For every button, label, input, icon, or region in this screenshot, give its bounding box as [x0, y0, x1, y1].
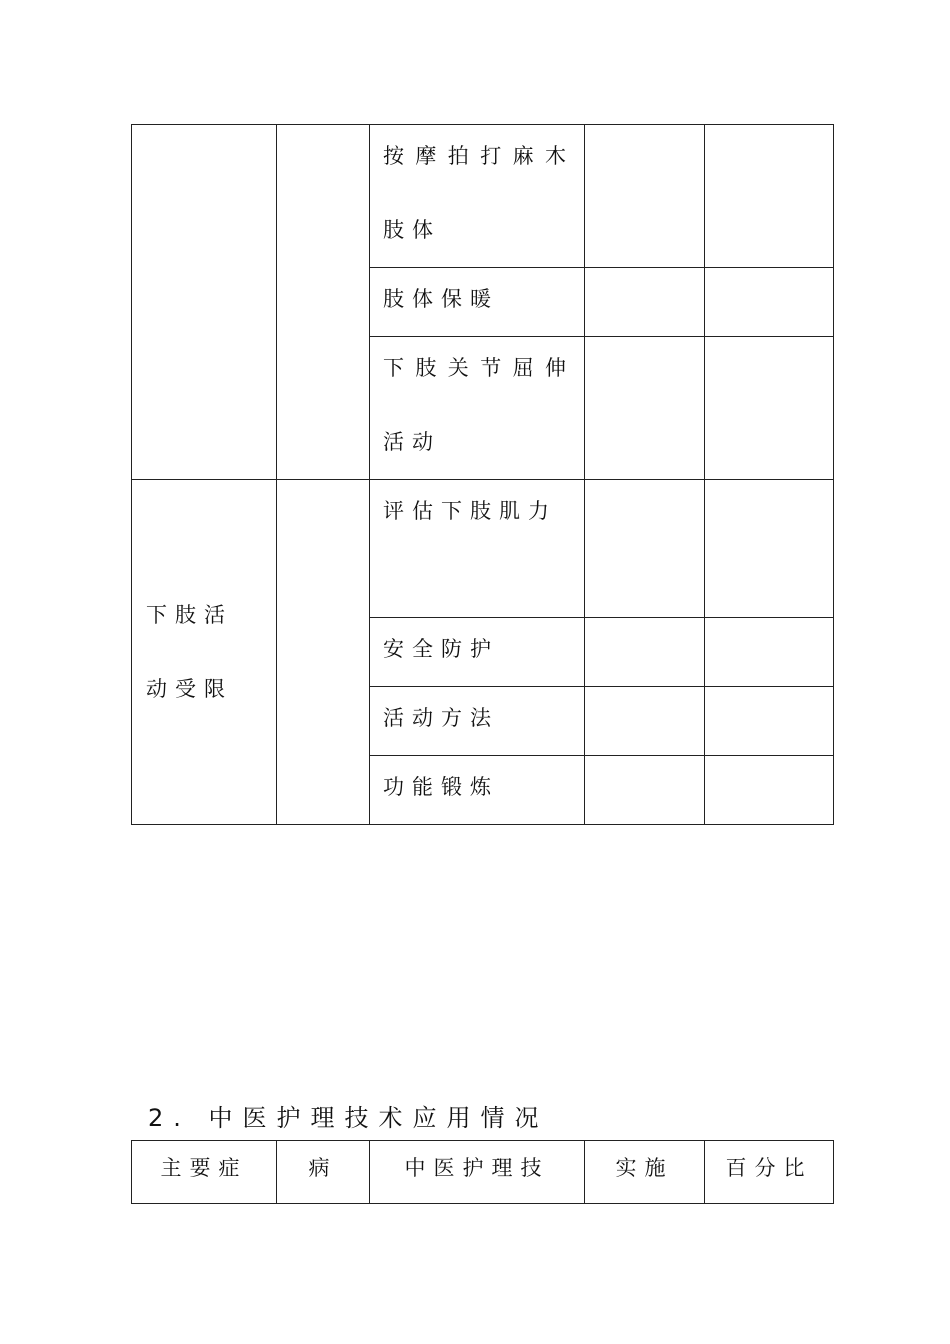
nursing-measures-table	[131, 124, 834, 825]
table-row	[132, 480, 834, 618]
header-cell	[132, 1141, 277, 1204]
measure-text: 评估下肢肌力	[383, 499, 557, 523]
header-symptom: 主要症	[160, 1156, 248, 1180]
measure-cell	[370, 687, 585, 756]
empty-cell	[705, 480, 834, 618]
measure-cell	[370, 756, 585, 825]
symptom-cell	[132, 480, 277, 825]
empty-cell	[705, 337, 834, 480]
empty-cell	[705, 618, 834, 687]
measure-text: 安全防护	[383, 637, 499, 661]
tcm-technique-table	[131, 1140, 834, 1204]
diagnosis-cell-empty	[277, 125, 370, 480]
header-cell	[705, 1141, 834, 1204]
empty-cell	[585, 125, 705, 268]
measure-text: 按摩拍打麻木肢体	[383, 144, 574, 242]
header-technique: 中医护理技	[404, 1156, 550, 1180]
header-cell	[277, 1141, 370, 1204]
measure-text: 下肢关节屈伸活动	[383, 356, 574, 454]
header-cell	[370, 1141, 585, 1204]
diagnosis-cell-empty	[277, 480, 370, 825]
empty-cell	[585, 687, 705, 756]
measure-text: 活动方法	[383, 706, 499, 730]
measure-text: 肢体保暖	[383, 287, 499, 311]
measure-cell	[370, 268, 585, 337]
measure-cell	[370, 480, 585, 618]
empty-cell	[585, 756, 705, 825]
empty-cell	[705, 687, 834, 756]
header-implementation: 实施	[615, 1156, 674, 1180]
measure-cell	[370, 337, 585, 480]
header-disease: 病	[308, 1156, 338, 1180]
empty-cell	[585, 337, 705, 480]
empty-cell	[585, 268, 705, 337]
header-cell	[585, 1141, 705, 1204]
empty-cell	[585, 480, 705, 618]
symptom-cell-empty	[132, 125, 277, 480]
header-percentage: 百分比	[725, 1156, 813, 1180]
section-heading: 2. 中医护理技术应用情况	[148, 1104, 549, 1132]
empty-cell	[705, 125, 834, 268]
measure-cell	[370, 125, 585, 268]
table-header-row	[132, 1141, 834, 1204]
measure-cell	[370, 618, 585, 687]
empty-cell	[705, 756, 834, 825]
measure-text: 功能锻炼	[383, 775, 499, 799]
table-row	[132, 125, 834, 268]
symptom-text: 下肢活动受限	[146, 603, 233, 701]
empty-cell	[705, 268, 834, 337]
empty-cell	[585, 618, 705, 687]
